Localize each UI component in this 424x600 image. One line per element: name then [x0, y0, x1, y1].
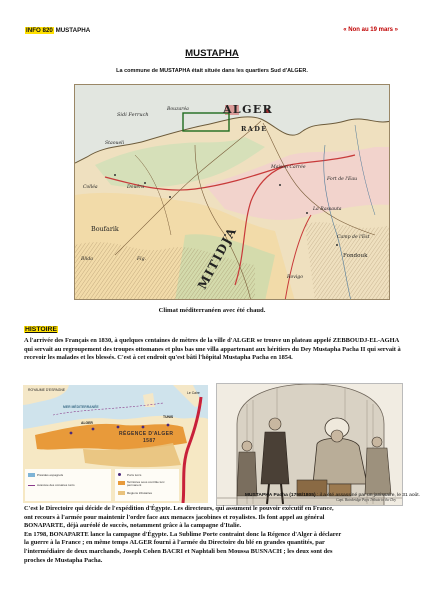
- map-label-rade: RADE: [241, 125, 268, 133]
- map-label-douera: Douéra: [127, 185, 145, 190]
- legend-swatch-tributaires: [118, 491, 125, 495]
- map-label-fort-eau: Fort de l'Eau: [327, 177, 358, 182]
- map-label-fondouk: Fondouk: [343, 253, 368, 259]
- legend-ports: Ports turcs: [127, 473, 142, 477]
- regency-map-image: [23, 385, 208, 503]
- intro-text: La commune de MUSTAPHA était située dans les quartiers Sud d'ALGER.: [116, 68, 308, 74]
- regency-map-label-alger: ALGER: [81, 421, 93, 425]
- map-label-blida: Blida: [81, 257, 93, 262]
- history-heading: HISTOIRE: [25, 326, 57, 333]
- engraving-image: [216, 383, 403, 506]
- history-paragraph-2: [24, 505, 402, 565]
- map-label-camp-est: Camp de l'Est: [337, 235, 370, 240]
- regency-map-label-royaume: ROYAUME D'ESPAGNE: [28, 388, 66, 392]
- map-label-alger: ALGER: [223, 103, 274, 116]
- regency-map-label-le-caire: Le Caire: [187, 391, 200, 395]
- legend-swatch-presides: [28, 473, 35, 477]
- history-line: En 1798, BONAPARTE lance la campagne d'Égypte. La Sublime Porte contraint donc la Régence d'Alger à déclarer: [24, 530, 342, 538]
- legend-swatch-corsaires: [28, 485, 35, 486]
- portrait-caption-name: MUSTAPHA Pacha (1798/1805): [244, 493, 316, 498]
- engraving-drawing: [217, 384, 403, 506]
- legend-presides: Présides espagnols: [37, 473, 64, 477]
- regency-map-label-regence: RÉGENCE D'ALGER: [119, 431, 174, 437]
- info-tag: INFO 820: [26, 27, 53, 34]
- info-number: [25, 27, 90, 34]
- history-line: la guerre à la France ; en même temps ALGER fourni à l'armée du Directoire du blé en grandes quantités, par: [24, 539, 325, 547]
- legend-swatch-territoires: [118, 481, 125, 485]
- legend-tributaires: Régions tributaires: [127, 491, 153, 495]
- motto: « Non au 19 mars »: [343, 27, 398, 33]
- regency-map-label-mer: MER MÉDITERRANÉE: [63, 405, 99, 409]
- legend-swatch-ports: [118, 473, 121, 476]
- regency-map-label-tunis: TUNIS: [163, 415, 174, 419]
- portrait-caption-note: : il a été assassiné par un janissaire, le 31 août.: [315, 493, 420, 498]
- history-line: l'intermédiaire de deux marchands, Joseph Cohen BACRI et Naphtali ben Moussa BUSNACH ; les deux sont des: [24, 547, 333, 555]
- map-label-rovigo: Rovigo: [287, 275, 303, 280]
- portrait-caption: [180, 493, 420, 498]
- history-line: C'est le Directoire qui décide de l'expédition d'Égypte. Les directeurs, qui assument le pouvoir exécutif en France,: [24, 505, 334, 512]
- info-title: MUSTAPHA: [55, 27, 91, 34]
- history-paragraph-1: A l'arrivée des Français en 1830, à quelques centaines de mètres de la ville d'ALGER se trouve un plateau appelé ZEBBOUDJ-EL-AGHA qui servait au regroupement des troupes ottomanes et plus bas une villa appartenant aux héritiers du Dey Mustapha Pacha II qui servait à recevoir les malades et les blessés. C'est à cet endroit qu'est bâti l'hôpital Mustapha Pacha en 1854.: [24, 337, 401, 362]
- history-line: BONAPARTE, déjà auréolé de succès, notamment grâce à la campagne d'Italie.: [24, 522, 242, 530]
- old-map-image: [74, 84, 390, 300]
- history-line: ont recours à l'armée pour maintenir l'ordre face aux menaces jacobines et royalistes. Ils font appel au général: [24, 513, 325, 521]
- map-label-la-rassauta: La Rassauta: [313, 207, 342, 212]
- map-label-maison-carree: Maison Carrée: [271, 165, 306, 170]
- map-label-mitidja: MITIDJA: [195, 224, 240, 292]
- history-line: proches de Mustapha Pacha.: [24, 556, 103, 564]
- legend-corsaires: Avancée des corsaires turcs: [37, 483, 75, 487]
- map-label-fig: Fig.: [137, 257, 147, 262]
- engraving-caption: Capt. Bainbridge Pays Tribute to the Dey: [336, 498, 396, 502]
- map-label-sidi-ferruch: Sidi Ferruch: [117, 112, 149, 118]
- map-label-staoueli: Staoueli: [105, 141, 125, 146]
- page-title: MUSTAPHA: [185, 48, 239, 59]
- map-label-bouzarea: Bouzaréa: [167, 107, 189, 112]
- regency-map-label-year: 1587: [143, 438, 156, 444]
- map-label-collea: Colléa: [83, 185, 98, 190]
- climate-caption: Climat méditerranéen avec été chaud.: [158, 307, 266, 314]
- legend-territoires: Territoires sous contrôle turc permanent: [127, 480, 165, 488]
- map-label-boufarik: Boufarik: [91, 225, 119, 233]
